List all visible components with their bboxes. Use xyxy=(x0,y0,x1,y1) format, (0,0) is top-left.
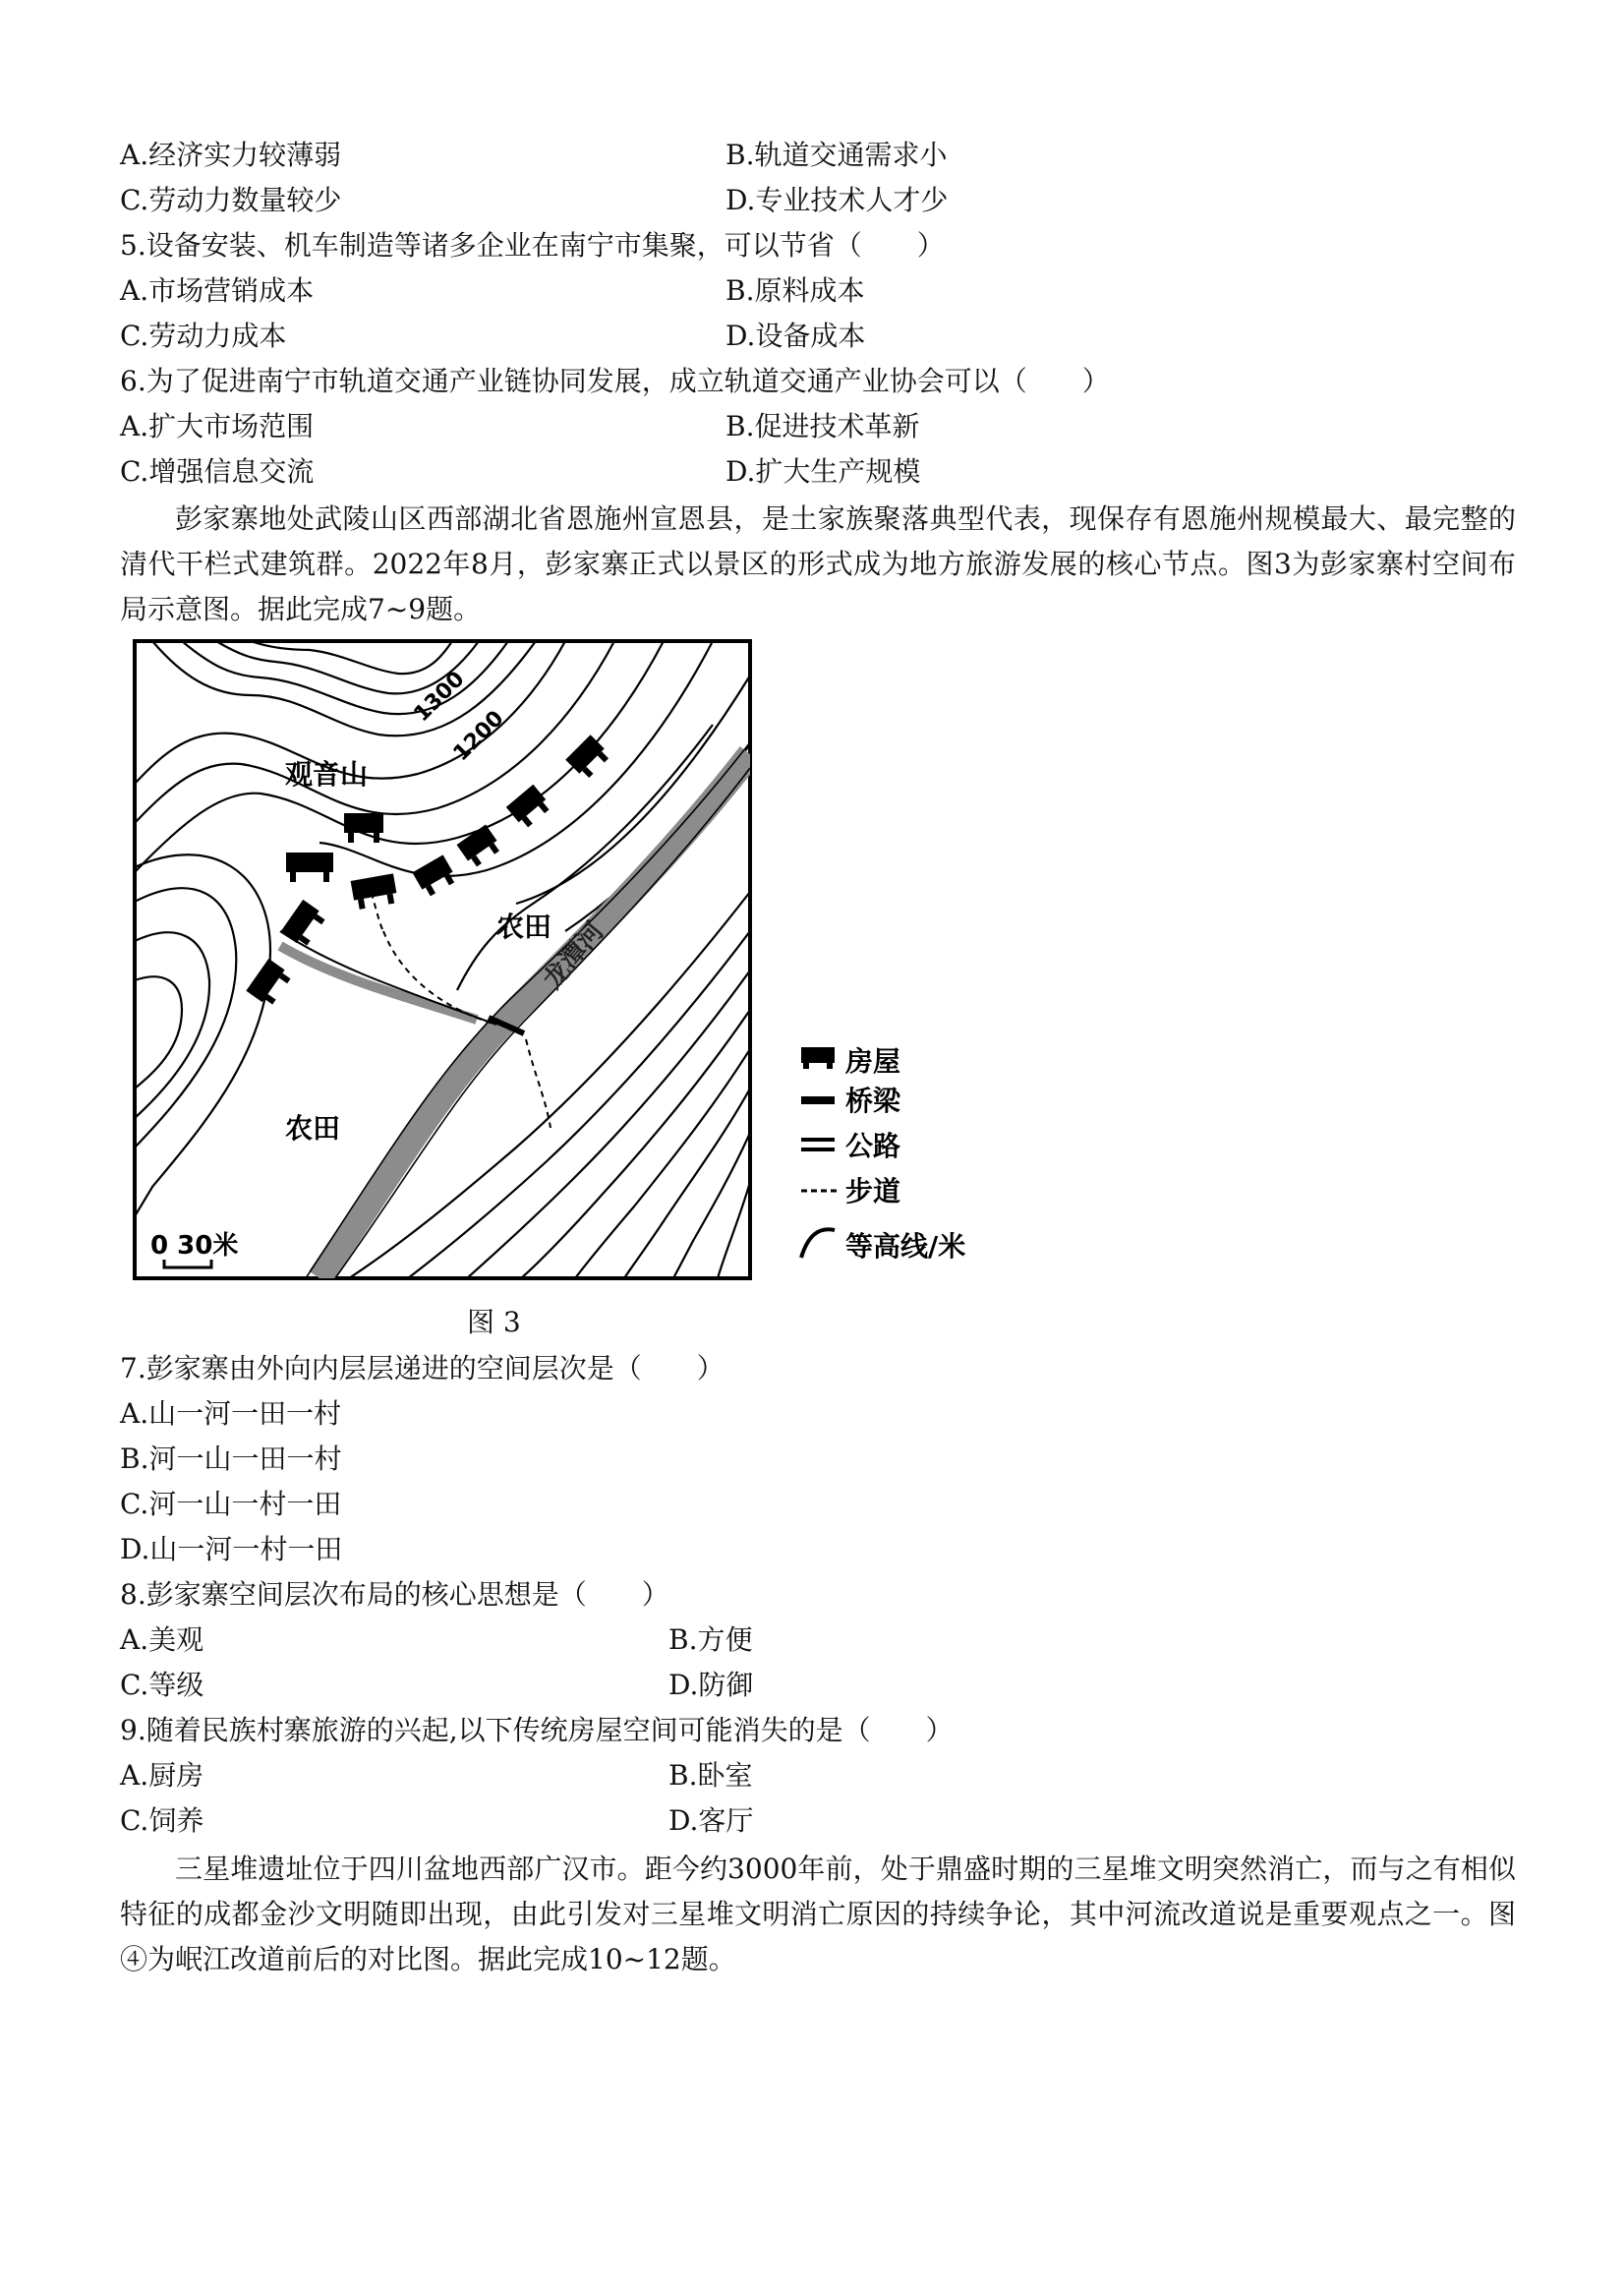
svg-text:步道: 步道 xyxy=(845,1175,901,1207)
q5-stem: 5.设备安装、机车制造等诸多企业在南宁市集聚，可以节省（ ） xyxy=(120,229,945,262)
legend-contour xyxy=(801,1229,965,1263)
q4-option-a: A.经济实力较薄弱 xyxy=(120,139,342,171)
q5-option-d: D.设备成本 xyxy=(725,320,866,352)
figure-3-caption: 图 3 xyxy=(467,1306,521,1338)
figure-3-map xyxy=(123,636,1008,1300)
legend-bridge xyxy=(801,1085,901,1117)
q8-option-d: D.防御 xyxy=(668,1669,754,1701)
q6-option-b: B.促进技术革新 xyxy=(725,410,920,442)
q6-option-a: A.扩大市场范围 xyxy=(120,410,315,442)
legend-house xyxy=(801,1045,900,1078)
label-river: 龙潭河 xyxy=(538,916,610,995)
q8-option-b: B.方便 xyxy=(668,1623,753,1656)
legend-road xyxy=(801,1130,900,1162)
legend xyxy=(801,1045,965,1263)
q8-stem: 8.彭家寨空间层次布局的核心思想是（ ） xyxy=(120,1578,669,1611)
q6-option-c: C.增强信息交流 xyxy=(120,455,315,488)
legend-path xyxy=(801,1175,900,1207)
svg-text:房屋: 房屋 xyxy=(845,1045,901,1078)
q5-option-a: A.市场营销成本 xyxy=(120,274,315,307)
q7-option-a: A.山一河一田一村 xyxy=(120,1397,342,1430)
q6-stem: 6.为了促进南宁市轨道交通产业链协同发展，成立轨道交通产业协会可以（ ） xyxy=(120,365,1110,397)
q4-option-c: C.劳动力数量较少 xyxy=(120,184,342,216)
q8-option-a: A.美观 xyxy=(120,1623,204,1656)
q7-stem: 7.彭家寨由外向内层层递进的空间层次是（ ） xyxy=(120,1352,725,1384)
label-mountain: 观音山 xyxy=(285,758,369,791)
q9-option-c: C.饲养 xyxy=(120,1804,204,1837)
q9-option-d: D.客厅 xyxy=(668,1804,754,1837)
q7-option-c: C.河一山一村一田 xyxy=(120,1488,342,1520)
q5-option-b: B.原料成本 xyxy=(725,274,865,307)
svg-text:公路: 公路 xyxy=(845,1130,901,1162)
label-contour-1300: 1300 xyxy=(409,667,470,728)
map-frame xyxy=(135,641,750,1278)
q7-option-b: B.河一山一田一村 xyxy=(120,1442,342,1475)
label-contour-1200: 1200 xyxy=(448,706,509,767)
passage-sanxingdui: 三星堆遗址位于四川盆地西部广汉市。距今约3000年前，处于鼎盛时期的三星堆文明突然消亡，而与之有相似特征的成都金沙文明随即出现，由此引发对三星堆文明消亡原因的持续争论，其中河流改道说是重要观点之一。图④为岷江改道前后的对比图。据此完成10~12题。 xyxy=(120,1853,1516,1975)
q9-option-a: A.厨房 xyxy=(120,1759,204,1792)
label-farm-2: 农田 xyxy=(285,1112,341,1145)
passage-pengjiazhai: 彭家寨地处武陵山区西部湖北省恩施州宣恩县，是土家族聚落典型代表，现保存有恩施州规模最大、最完整的清代干栏式建筑群。2022年8月，彭家寨正式以景区的形式成为地方旅游发展的核心节点。图3为彭家寨村空间布局示意图。据此完成7~9题。 xyxy=(120,502,1516,625)
scale-label: 0 30米 xyxy=(150,1231,239,1261)
q5-option-c: C.劳动力成本 xyxy=(120,320,287,352)
svg-text:等高线/米: 等高线/米 xyxy=(845,1230,966,1263)
label-farm-1: 农田 xyxy=(496,911,552,943)
q7-option-d: D.山一河一村一田 xyxy=(120,1533,343,1565)
q9-option-b: B.卧室 xyxy=(668,1759,753,1792)
q6-option-d: D.扩大生产规模 xyxy=(725,455,921,488)
q9-stem: 9.随着民族村寨旅游的兴起,以下传统房屋空间可能消失的是（ ） xyxy=(120,1714,954,1746)
svg-text:桥梁: 桥梁 xyxy=(845,1085,901,1117)
q4-option-d: D.专业技术人才少 xyxy=(725,184,949,216)
q8-option-c: C.等级 xyxy=(120,1669,204,1701)
q4-option-b: B.轨道交通需求小 xyxy=(725,139,948,171)
